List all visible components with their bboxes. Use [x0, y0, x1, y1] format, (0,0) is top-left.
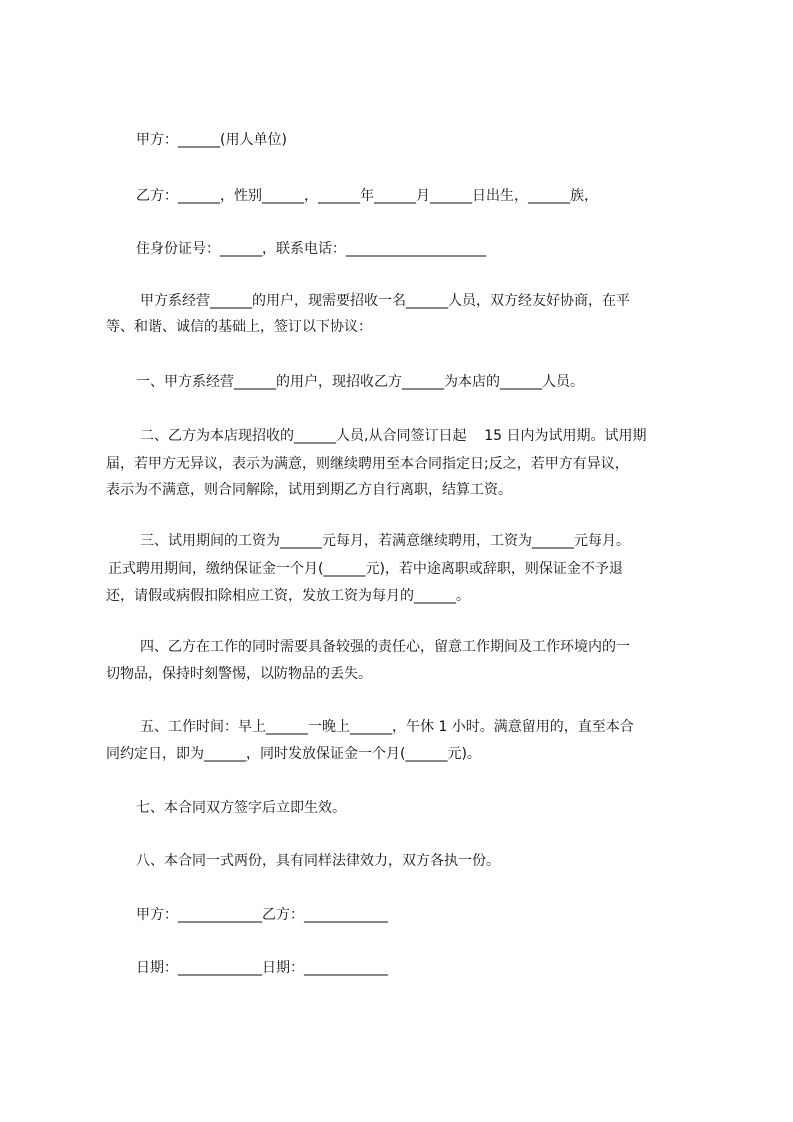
clause-2-line-2: 届，若甲方无异议，表示为满意，则继续聘用至本合同指定日;反之，若甲方有异议， [106, 456, 629, 472]
clause-3-line-2: 正式聘用期间，缴纳保证金一个月(______元)，若中途离职或辞职，则保证金不予退 [108, 561, 623, 577]
intro-paragraph [0, 292, 630, 336]
party-b-line: 乙方：______，性别______，______年______月______日出生，______族， [136, 188, 598, 204]
clause-8: 八、本合同一式两份，具有同样法律效力，双方各执一份。 [136, 853, 500, 869]
clause-3-line-3: 还，请假或病假扣除相应工资，发放工资为每月的______。 [106, 588, 470, 604]
clause-5-line-2: 同约定日，即为______，同时发放保证金一个月(______元)。 [106, 746, 481, 762]
clause-3-line-1: 三、试用期间的工资为______元每月，若满意继续聘用，工资为______元每月。 [140, 533, 630, 549]
clause-4 [0, 638, 630, 683]
clause-4-line-2: 切物品，保持时刻警惕，以防物品的丢失。 [106, 666, 372, 682]
clause-5-line-1: 五、工作时间：早上______一晚上______，午休 1 小时。满意留用的，直至本合 [140, 719, 634, 735]
intro-line-1: 甲方系经营______的用户，现需要招收一名______人员，双方经友好协商，在平 [140, 293, 630, 309]
id-phone-line: 住身份证号：______，联系电话：____________________ [136, 241, 486, 257]
clause-2-line-1: 二、乙方为本店现招收的______人员,从合同签订日起 15 日内为试用期。试用期 [140, 428, 647, 444]
clause-3 [0, 532, 630, 605]
clause-4-line-1: 四、乙方在工作的同时需要具备较强的责任心，留意工作期间及工作环境内的一 [140, 639, 630, 655]
party-a-line: 甲方：______(用人单位) [136, 132, 287, 148]
clause-5 [0, 718, 634, 763]
clause-7: 七、本合同双方签字后立即生效。 [136, 800, 346, 816]
intro-line-2: 等、和谐、诚信的基础上，签订以下协议： [106, 319, 372, 335]
clause-2-line-3: 表示为不满意，则合同解除，试用到期乙方自行离职，结算工资。 [106, 482, 512, 498]
clause-2 [0, 427, 647, 499]
signature-line: 甲方：____________乙方：____________ [136, 907, 388, 923]
date-line: 日期：____________日期：____________ [136, 960, 388, 976]
clause-1: 一、甲方系经营______的用户，现招收乙方______为本店的______人员。 [136, 374, 584, 390]
